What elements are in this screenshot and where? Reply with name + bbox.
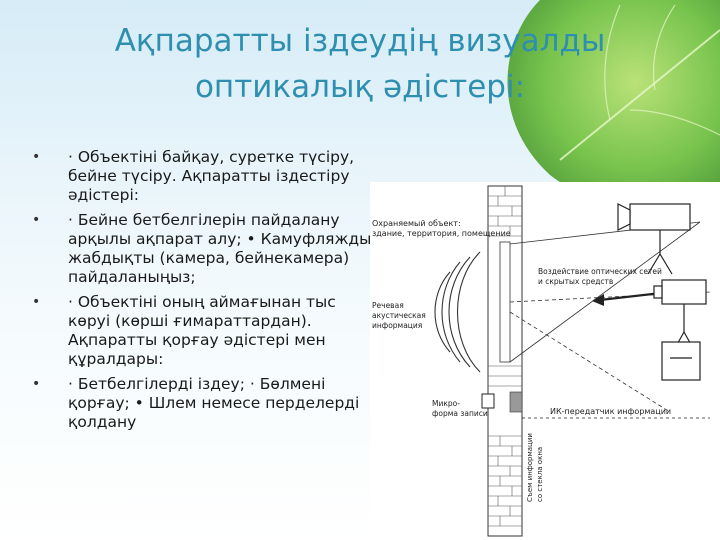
label-acoustic-3: информация [372,321,423,330]
label-vibration: Воздействие оптических сетей [538,267,662,276]
slide-title [90,18,630,110]
label-protected-2: здание, территория, помещение [372,229,511,238]
wall [488,186,522,536]
bullet-list [32,148,372,438]
bullet-marker: • [32,149,41,165]
label-vibration-2: и скрытых средств [538,277,614,286]
slide-title-line1: Ақпаратты іздеудің визуалды [114,23,606,59]
sound-waves [435,252,480,372]
bullet-item [32,148,372,205]
optical-surveillance-diagram [370,182,720,540]
label-acoustic: Речевая [372,301,404,310]
camera-icon [618,204,690,274]
bullet-text: · Объектіні байқау, суретке түсіру, бейне түсіру. Ақпаратты іздестіру әдістері: [68,148,355,204]
bullet-item [32,211,372,287]
microphone-icon [482,394,494,408]
bullet-marker: • [32,376,41,392]
bullet-item [32,375,372,432]
label-acoustic-2: акустическая [372,311,426,320]
label-micro-2: форма записи [432,409,488,418]
label-ir: ИК-передатчик информации [550,407,672,416]
bullet-text: · Объектіні оның аймағынан тыс көруі (көрші ғимараттардан). Ақпаратты қорғау әдістері мен құралдары: [68,293,336,368]
bullet-text: · Бейне бетбелгілерін пайдалану арқылы ақпарат алу; • Камуфляжды жабдықты (камера, бейнекамера) пайдаланыңыз; [68,211,372,286]
bullet-marker: • [32,212,41,228]
label-vertical-2: со стекла окна [536,446,544,502]
receiver-icon [662,342,700,380]
bullet-marker: • [32,294,41,310]
bullet-item [32,293,372,369]
label-protected: Охраняемый объект: [372,219,461,228]
laser-device-icon [654,280,706,350]
slide-title-line2: оптикалық әдістері: [194,69,526,105]
label-micro: Микро- [432,399,460,408]
beams [510,222,710,412]
bullet-text: · Бетбелгілерді іздеу; · Бөлмені қорғау; • Шлем немесе перделерді қолдану [68,375,360,431]
label-vertical: Съем информации [526,433,534,502]
